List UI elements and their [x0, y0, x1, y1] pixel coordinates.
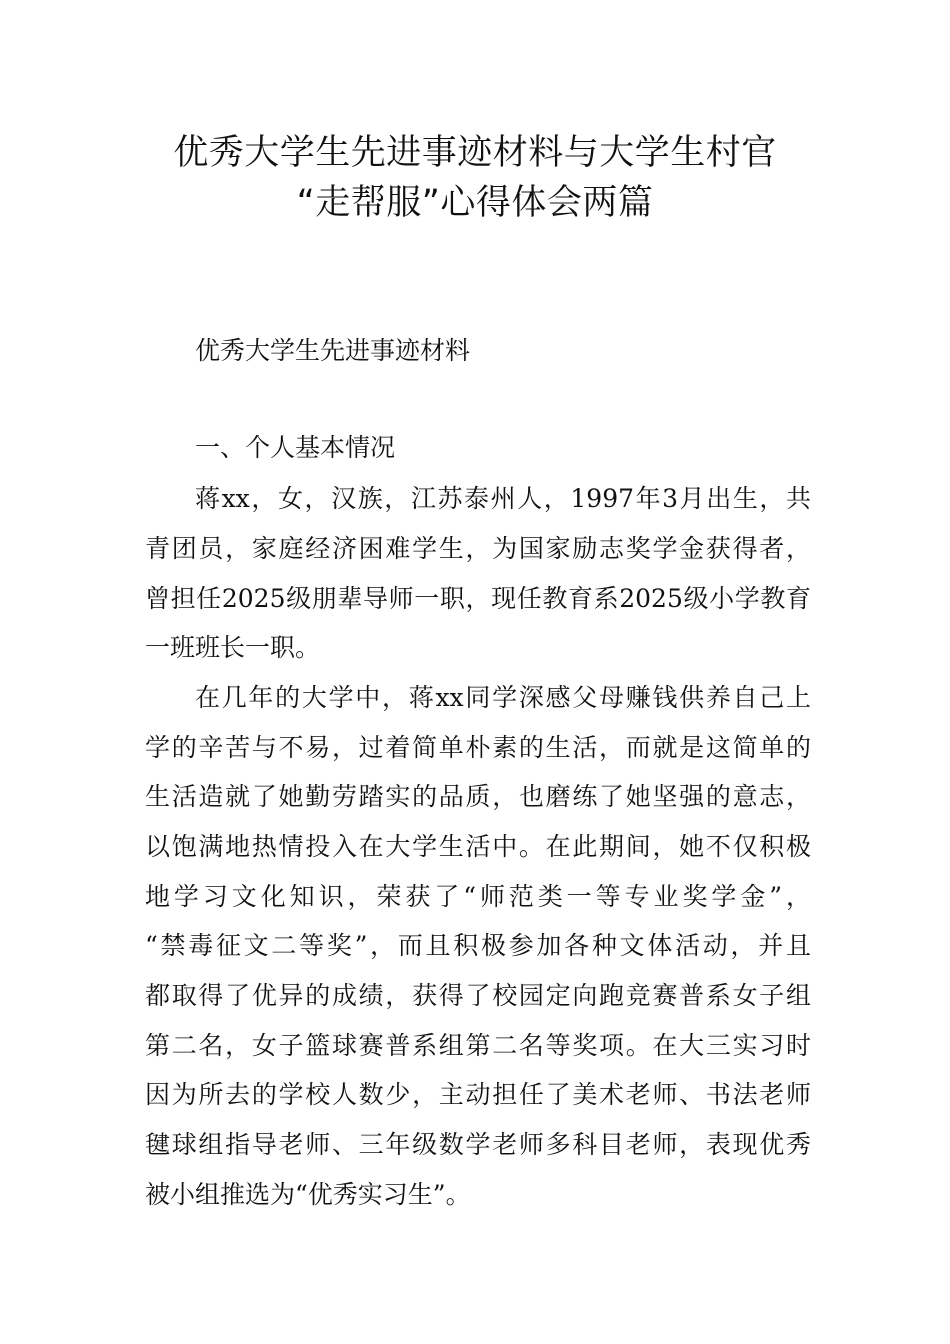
paragraph-1-line: 曾担任2025级朋辈导师一职，现任教育系2025级小学教育: [145, 584, 811, 613]
paragraph-2-line: 毽球组指导老师、三年级数学老师多科目老师，表现优秀: [145, 1130, 811, 1159]
paragraph-2-line: 第二名，女子篮球赛普系组第二名等奖项。在大三实习时: [145, 1031, 811, 1060]
paragraph-1-line: 一班班长一职。: [145, 633, 321, 662]
paragraph-1-line: 青团员，家庭经济困难学生，为国家励志奖学金获得者，: [145, 534, 811, 563]
section-title: 优秀大学生先进事迹材料: [195, 336, 471, 365]
paragraph-1-line: 蒋xx，女，汉族，江苏泰州人，1997年3月出生，共: [195, 484, 811, 513]
paragraph-2-line: 以饱满地热情投入在大学生活中。在此期间，她不仅积极: [145, 832, 811, 861]
heading-personal-info: 一、个人基本情况: [195, 433, 396, 462]
paragraph-2-line: 都取得了优异的成绩，获得了校园定向跑竞赛普系女子组: [145, 981, 811, 1010]
paragraph-2-line: “禁毒征文二等奖”，而且积极参加各种文体活动，并且: [145, 931, 811, 960]
paragraph-2-line: 因为所去的学校人数少，主动担任了美术老师、书法老师: [145, 1080, 811, 1109]
paragraph-2-line: 被小组推选为“优秀实习生”。: [145, 1180, 471, 1209]
document-title-line-1: 优秀大学生先进事迹材料与大学生村官: [173, 133, 777, 173]
paragraph-2-line: 生活造就了她勤劳踏实的品质，也磨练了她坚强的意志，: [145, 782, 811, 811]
paragraph-2-line: 学的辛苦与不易，过着简单朴素的生活，而就是这简单的: [145, 733, 811, 762]
paragraph-2-line: 在几年的大学中，蒋xx同学深感父母赚钱供养自己上: [195, 683, 811, 712]
document-title-line-2: “走帮服”心得体会两篇: [296, 183, 654, 223]
paragraph-2-line: 地学习文化知识，荣获了“师范类一等专业奖学金”，: [145, 882, 811, 911]
